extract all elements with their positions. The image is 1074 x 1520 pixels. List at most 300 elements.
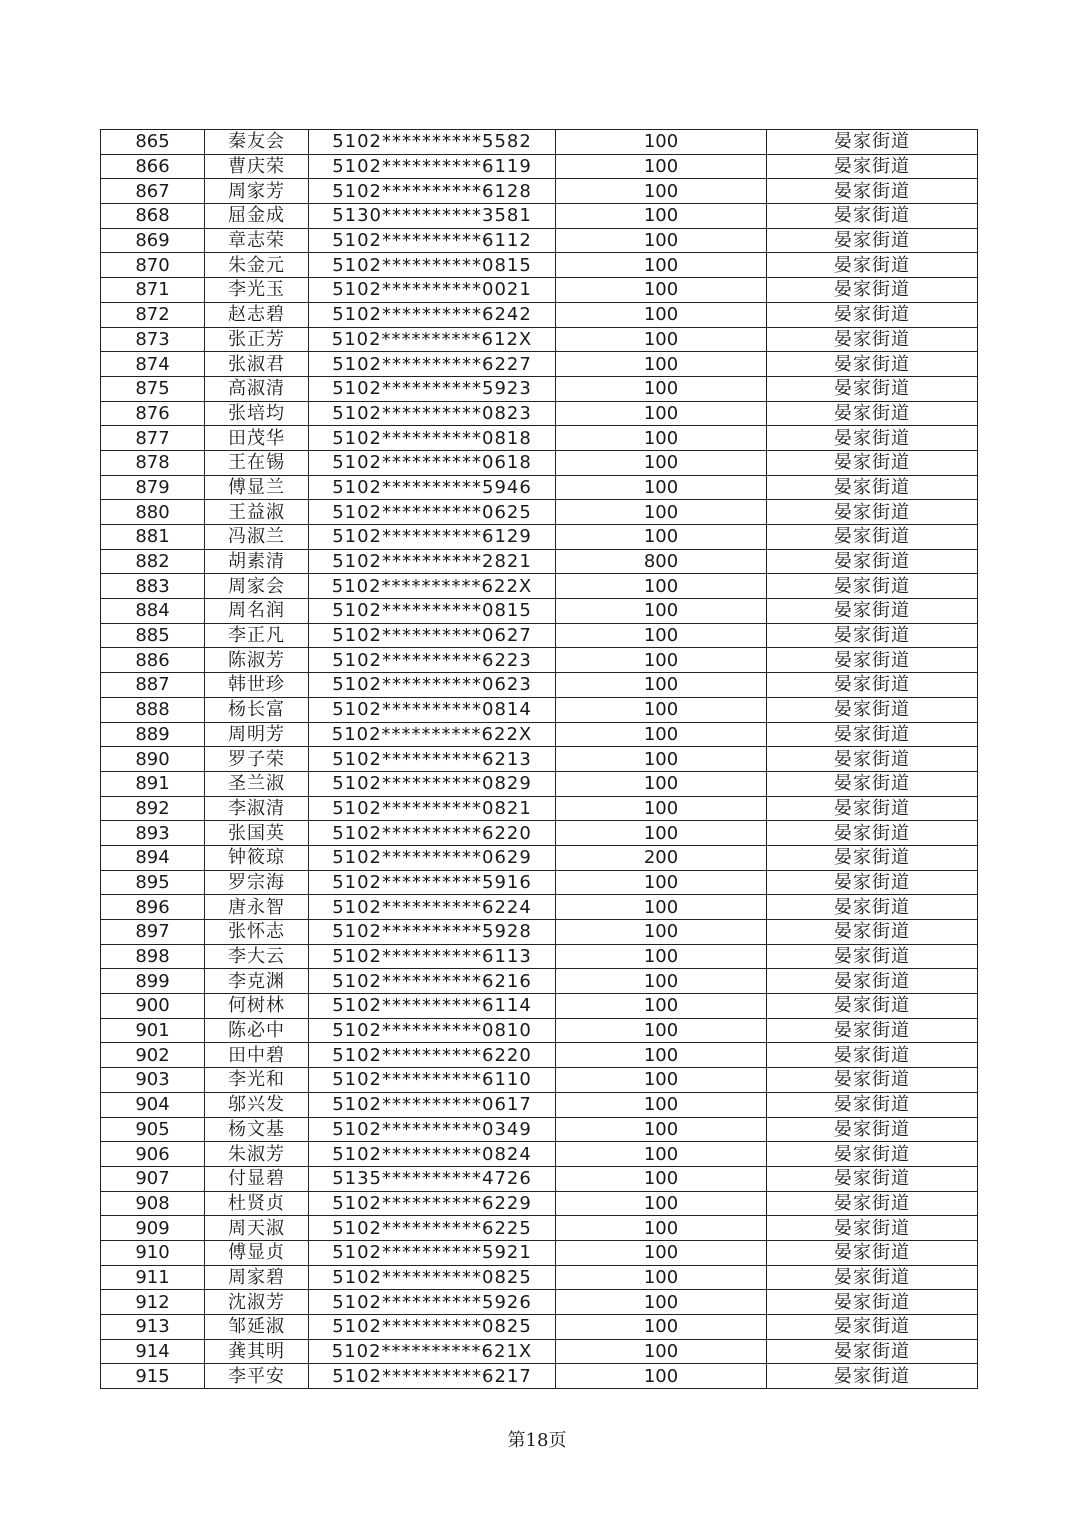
id-number-cell: 5102**********6213 [309,747,556,772]
id-number-cell: 5102**********0349 [309,1117,556,1142]
street-cell: 晏家街道 [767,500,978,525]
name-cell: 杨长富 [205,697,309,722]
name-cell: 李淑清 [205,796,309,821]
name-cell: 周名润 [205,599,309,624]
name-cell: 秦友会 [205,130,309,155]
table-row [101,747,978,772]
data-table [100,129,978,1389]
amount-cell: 100 [556,426,767,451]
row-number-cell: 891 [101,771,205,796]
street-cell: 晏家街道 [767,648,978,673]
id-number-cell: 5102**********0825 [309,1315,556,1340]
row-number-cell: 892 [101,796,205,821]
name-cell: 高淑清 [205,376,309,401]
table-row [101,1092,978,1117]
table-row [101,1117,978,1142]
row-number-cell: 882 [101,549,205,574]
amount-cell: 100 [556,130,767,155]
amount-cell: 100 [556,821,767,846]
table-row [101,1166,978,1191]
amount-cell: 100 [556,1018,767,1043]
amount-cell: 100 [556,722,767,747]
row-number-cell: 889 [101,722,205,747]
table-row [101,697,978,722]
table-row [101,673,978,698]
row-number-cell: 904 [101,1092,205,1117]
row-number-cell: 880 [101,500,205,525]
street-cell: 晏家街道 [767,253,978,278]
name-cell: 周家碧 [205,1265,309,1290]
name-cell: 周明芳 [205,722,309,747]
row-number-cell: 905 [101,1117,205,1142]
street-cell: 晏家街道 [767,1364,978,1389]
street-cell: 晏家街道 [767,426,978,451]
table-row [101,525,978,550]
amount-cell: 100 [556,771,767,796]
street-cell: 晏家街道 [767,1339,978,1364]
id-number-cell: 5102**********6128 [309,179,556,204]
table-row [101,500,978,525]
street-cell: 晏家街道 [767,722,978,747]
id-number-cell: 5102**********6225 [309,1216,556,1241]
amount-cell: 800 [556,549,767,574]
table-row [101,796,978,821]
id-number-cell: 5102**********0623 [309,673,556,698]
table-row [101,648,978,673]
name-cell: 田茂华 [205,426,309,451]
amount-cell: 100 [556,1339,767,1364]
table-row [101,895,978,920]
name-cell: 屈金成 [205,204,309,229]
street-cell: 晏家街道 [767,228,978,253]
name-cell: 曹庆荣 [205,154,309,179]
table-row [101,1265,978,1290]
street-cell: 晏家街道 [767,1043,978,1068]
amount-cell: 100 [556,278,767,303]
id-number-cell: 5102**********5921 [309,1240,556,1265]
table-row [101,475,978,500]
amount-cell: 100 [556,1265,767,1290]
table-row [101,1018,978,1043]
row-number-cell: 902 [101,1043,205,1068]
street-cell: 晏家街道 [767,130,978,155]
amount-cell: 100 [556,870,767,895]
table-row [101,426,978,451]
amount-cell: 100 [556,1290,767,1315]
name-cell: 田中碧 [205,1043,309,1068]
row-number-cell: 868 [101,204,205,229]
name-cell: 钟筱琼 [205,845,309,870]
amount-cell: 100 [556,204,767,229]
name-cell: 朱金元 [205,253,309,278]
page-number: 第18页 [507,1430,567,1451]
amount-cell: 100 [556,1364,767,1389]
id-number-cell: 5102**********5946 [309,475,556,500]
street-cell: 晏家街道 [767,302,978,327]
amount-cell: 100 [556,994,767,1019]
amount-cell: 100 [556,475,767,500]
id-number-cell: 5102**********6224 [309,895,556,920]
name-cell: 邬兴发 [205,1092,309,1117]
row-number-cell: 886 [101,648,205,673]
street-cell: 晏家街道 [767,1191,978,1216]
id-number-cell: 5102**********5582 [309,130,556,155]
table-row [101,352,978,377]
street-cell: 晏家街道 [767,401,978,426]
table-row [101,821,978,846]
street-cell: 晏家街道 [767,278,978,303]
amount-cell: 100 [556,1240,767,1265]
table-row [101,376,978,401]
amount-cell: 100 [556,179,767,204]
name-cell: 赵志碧 [205,302,309,327]
row-number-cell: 895 [101,870,205,895]
street-cell: 晏家街道 [767,154,978,179]
table-row [101,1339,978,1364]
table-row [101,253,978,278]
table-row [101,969,978,994]
name-cell: 付显碧 [205,1166,309,1191]
street-cell: 晏家街道 [767,845,978,870]
id-number-cell: 5102**********612X [309,327,556,352]
table-row [101,154,978,179]
table-row [101,994,978,1019]
row-number-cell: 873 [101,327,205,352]
name-cell: 罗宗海 [205,870,309,895]
street-cell: 晏家街道 [767,599,978,624]
name-cell: 龚其明 [205,1339,309,1364]
id-number-cell: 5102**********6112 [309,228,556,253]
name-cell: 张正芳 [205,327,309,352]
street-cell: 晏家街道 [767,821,978,846]
table-row [101,302,978,327]
amount-cell: 100 [556,352,767,377]
table-row [101,401,978,426]
id-number-cell: 5102**********6110 [309,1068,556,1093]
id-number-cell: 5102**********6223 [309,648,556,673]
street-cell: 晏家街道 [767,1166,978,1191]
row-number-cell: 884 [101,599,205,624]
row-number-cell: 897 [101,920,205,945]
id-number-cell: 5102**********5926 [309,1290,556,1315]
row-number-cell: 870 [101,253,205,278]
amount-cell: 100 [556,648,767,673]
name-cell: 章志荣 [205,228,309,253]
row-number-cell: 908 [101,1191,205,1216]
row-number-cell: 883 [101,574,205,599]
row-number-cell: 914 [101,1339,205,1364]
street-cell: 晏家街道 [767,771,978,796]
name-cell: 陈必中 [205,1018,309,1043]
id-number-cell: 5102**********0823 [309,401,556,426]
id-number-cell: 5102**********0625 [309,500,556,525]
amount-cell: 100 [556,1142,767,1167]
id-number-cell: 5102**********6220 [309,1043,556,1068]
amount-cell: 100 [556,1117,767,1142]
id-number-cell: 5130**********3581 [309,204,556,229]
name-cell: 王在锡 [205,450,309,475]
street-cell: 晏家街道 [767,327,978,352]
id-number-cell: 5102**********0815 [309,253,556,278]
name-cell: 张怀志 [205,920,309,945]
row-number-cell: 865 [101,130,205,155]
amount-cell: 100 [556,1068,767,1093]
amount-cell: 100 [556,253,767,278]
id-number-cell: 5102**********622X [309,722,556,747]
id-number-cell: 5102**********0818 [309,426,556,451]
amount-cell: 100 [556,1216,767,1241]
id-number-cell: 5102**********0825 [309,1265,556,1290]
amount-cell: 100 [556,228,767,253]
id-number-cell: 5102**********0829 [309,771,556,796]
street-cell: 晏家街道 [767,697,978,722]
street-cell: 晏家街道 [767,994,978,1019]
id-number-cell: 5102**********0810 [309,1018,556,1043]
row-number-cell: 912 [101,1290,205,1315]
street-cell: 晏家街道 [767,895,978,920]
street-cell: 晏家街道 [767,549,978,574]
id-number-cell: 5102**********6129 [309,525,556,550]
amount-cell: 100 [556,574,767,599]
amount-cell: 200 [556,845,767,870]
street-cell: 晏家街道 [767,352,978,377]
row-number-cell: 878 [101,450,205,475]
street-cell: 晏家街道 [767,969,978,994]
street-cell: 晏家街道 [767,450,978,475]
name-cell: 王益淑 [205,500,309,525]
name-cell: 何树林 [205,994,309,1019]
name-cell: 冯淑兰 [205,525,309,550]
table-row [101,1191,978,1216]
name-cell: 傅显兰 [205,475,309,500]
row-number-cell: 875 [101,376,205,401]
id-number-cell: 5102**********6242 [309,302,556,327]
table-row [101,1315,978,1340]
table-row [101,327,978,352]
table-row [101,944,978,969]
amount-cell: 100 [556,327,767,352]
id-number-cell: 5102**********6229 [309,1191,556,1216]
name-cell: 傅显贞 [205,1240,309,1265]
row-number-cell: 867 [101,179,205,204]
name-cell: 李光和 [205,1068,309,1093]
table-row [101,623,978,648]
amount-cell: 100 [556,944,767,969]
row-number-cell: 893 [101,821,205,846]
amount-cell: 100 [556,450,767,475]
street-cell: 晏家街道 [767,747,978,772]
id-number-cell: 5102**********6114 [309,994,556,1019]
row-number-cell: 874 [101,352,205,377]
name-cell: 杜贤贞 [205,1191,309,1216]
table-row [101,1068,978,1093]
row-number-cell: 869 [101,228,205,253]
street-cell: 晏家街道 [767,475,978,500]
name-cell: 张淑君 [205,352,309,377]
table-row [101,1043,978,1068]
row-number-cell: 894 [101,845,205,870]
id-number-cell: 5102**********6119 [309,154,556,179]
id-number-cell: 5102**********2821 [309,549,556,574]
row-number-cell: 903 [101,1068,205,1093]
street-cell: 晏家街道 [767,1216,978,1241]
row-number-cell: 911 [101,1265,205,1290]
row-number-cell: 887 [101,673,205,698]
row-number-cell: 879 [101,475,205,500]
id-number-cell: 5102**********6227 [309,352,556,377]
name-cell: 张国英 [205,821,309,846]
table-row [101,1142,978,1167]
table-row [101,130,978,155]
id-number-cell: 5102**********0618 [309,450,556,475]
amount-cell: 100 [556,1043,767,1068]
row-number-cell: 877 [101,426,205,451]
amount-cell: 100 [556,401,767,426]
row-number-cell: 906 [101,1142,205,1167]
amount-cell: 100 [556,673,767,698]
amount-cell: 100 [556,1191,767,1216]
table-row [101,870,978,895]
street-cell: 晏家街道 [767,1290,978,1315]
amount-cell: 100 [556,302,767,327]
table-row [101,1290,978,1315]
street-cell: 晏家街道 [767,1265,978,1290]
name-cell: 张培均 [205,401,309,426]
name-cell: 周家会 [205,574,309,599]
name-cell: 罗子荣 [205,747,309,772]
id-number-cell: 5102**********0617 [309,1092,556,1117]
name-cell: 韩世珍 [205,673,309,698]
row-number-cell: 910 [101,1240,205,1265]
amount-cell: 100 [556,920,767,945]
table-row [101,278,978,303]
amount-cell: 100 [556,969,767,994]
row-number-cell: 909 [101,1216,205,1241]
street-cell: 晏家街道 [767,870,978,895]
name-cell: 朱淑芳 [205,1142,309,1167]
name-cell: 胡素清 [205,549,309,574]
row-number-cell: 885 [101,623,205,648]
name-cell: 李平安 [205,1364,309,1389]
street-cell: 晏家街道 [767,1018,978,1043]
name-cell: 李光玉 [205,278,309,303]
street-cell: 晏家街道 [767,204,978,229]
table-row [101,549,978,574]
amount-cell: 100 [556,599,767,624]
street-cell: 晏家街道 [767,673,978,698]
name-cell: 沈淑芳 [205,1290,309,1315]
row-number-cell: 898 [101,944,205,969]
amount-cell: 100 [556,747,767,772]
id-number-cell: 5102**********0629 [309,845,556,870]
name-cell: 唐永智 [205,895,309,920]
amount-cell: 100 [556,1166,767,1191]
id-number-cell: 5102**********0814 [309,697,556,722]
row-number-cell: 866 [101,154,205,179]
street-cell: 晏家街道 [767,1315,978,1340]
amount-cell: 100 [556,697,767,722]
row-number-cell: 896 [101,895,205,920]
row-number-cell: 915 [101,1364,205,1389]
name-cell: 李大云 [205,944,309,969]
street-cell: 晏家街道 [767,376,978,401]
street-cell: 晏家街道 [767,525,978,550]
id-number-cell: 5102**********622X [309,574,556,599]
amount-cell: 100 [556,154,767,179]
id-number-cell: 5102**********6216 [309,969,556,994]
id-number-cell: 5102**********0821 [309,796,556,821]
table-row [101,574,978,599]
table-row [101,1364,978,1389]
amount-cell: 100 [556,525,767,550]
id-number-cell: 5102**********0824 [309,1142,556,1167]
row-number-cell: 888 [101,697,205,722]
name-cell: 周家芳 [205,179,309,204]
street-cell: 晏家街道 [767,179,978,204]
street-cell: 晏家街道 [767,944,978,969]
row-number-cell: 871 [101,278,205,303]
row-number-cell: 872 [101,302,205,327]
table-row [101,450,978,475]
name-cell: 李正凡 [205,623,309,648]
name-cell: 陈淑芳 [205,648,309,673]
street-cell: 晏家街道 [767,1068,978,1093]
id-number-cell: 5102**********5923 [309,376,556,401]
table-body [101,130,978,1389]
id-number-cell: 5102**********0627 [309,623,556,648]
id-number-cell: 5135**********4726 [309,1166,556,1191]
name-cell: 圣兰淑 [205,771,309,796]
street-cell: 晏家街道 [767,920,978,945]
id-number-cell: 5102**********0021 [309,278,556,303]
table-row [101,1240,978,1265]
id-number-cell: 5102**********5928 [309,920,556,945]
amount-cell: 100 [556,500,767,525]
street-cell: 晏家街道 [767,574,978,599]
street-cell: 晏家街道 [767,1092,978,1117]
amount-cell: 100 [556,376,767,401]
amount-cell: 100 [556,1092,767,1117]
table-row [101,599,978,624]
name-cell: 李克渊 [205,969,309,994]
id-number-cell: 5102**********6217 [309,1364,556,1389]
street-cell: 晏家街道 [767,1142,978,1167]
name-cell: 杨文基 [205,1117,309,1142]
id-number-cell: 5102**********6220 [309,821,556,846]
id-number-cell: 5102**********6113 [309,944,556,969]
table-row [101,920,978,945]
table-row [101,1216,978,1241]
table-row [101,845,978,870]
amount-cell: 100 [556,895,767,920]
id-number-cell: 5102**********0815 [309,599,556,624]
table-row [101,204,978,229]
table-row [101,228,978,253]
table-row [101,179,978,204]
row-number-cell: 881 [101,525,205,550]
row-number-cell: 901 [101,1018,205,1043]
street-cell: 晏家街道 [767,1117,978,1142]
name-cell: 周天淑 [205,1216,309,1241]
row-number-cell: 900 [101,994,205,1019]
table-row [101,722,978,747]
row-number-cell: 907 [101,1166,205,1191]
amount-cell: 100 [556,1315,767,1340]
street-cell: 晏家街道 [767,796,978,821]
name-cell: 邹延淑 [205,1315,309,1340]
row-number-cell: 876 [101,401,205,426]
street-cell: 晏家街道 [767,1240,978,1265]
